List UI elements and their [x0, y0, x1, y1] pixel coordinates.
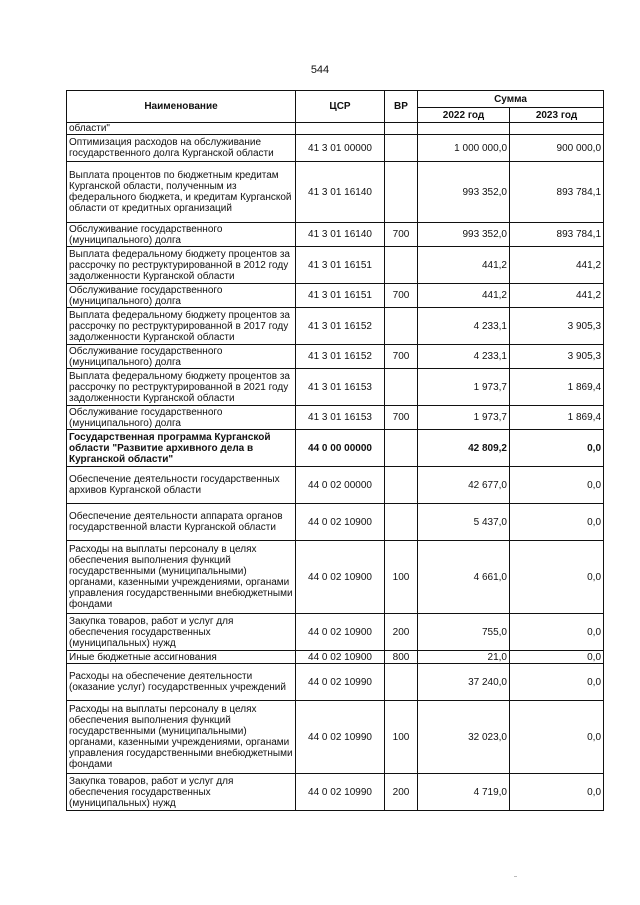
table-row — [67, 135, 604, 162]
row-vr: 700 — [385, 223, 418, 247]
row-name: Выплата федеральному бюджету процентов за рассрочку по реструктурированной в 2021 году задолженности Курганской области — [67, 369, 296, 406]
row-csr: 44 0 02 10900 — [296, 541, 385, 614]
table-row — [67, 369, 604, 406]
row-vr: 700 — [385, 345, 418, 369]
row-amount-2023: 0,0 — [510, 774, 604, 811]
row-amount-2023: 1 869,4 — [510, 369, 604, 406]
row-name: Государственная программа Курганской области "Развитие архивного дела в Курганской области" — [67, 430, 296, 467]
row-vr: 800 — [385, 651, 418, 664]
row-name: Обслуживание государственного (муниципального) долга — [67, 406, 296, 430]
row-amount-2023: 900 000,0 — [510, 135, 604, 162]
row-amount-2023: 441,2 — [510, 284, 604, 308]
row-name: Закупка товаров, работ и услуг для обеспечения государственных (муниципальных) нужд — [67, 774, 296, 811]
row-amount-2022: 441,2 — [418, 247, 510, 284]
row-name: Оптимизация расходов на обслуживание государственного долга Курганской области — [67, 135, 296, 162]
table-row — [67, 162, 604, 223]
row-vr — [385, 664, 418, 701]
row-name: Расходы на обеспечение деятельности (оказание услуг) государственных учреждений — [67, 664, 296, 701]
row-name: Выплата федеральному бюджету процентов за рассрочку по реструктурированной в 2017 году задолженности Курганской области — [67, 308, 296, 345]
row-csr: 44 0 02 10900 — [296, 504, 385, 541]
row-amount-2022: 4 233,1 — [418, 308, 510, 345]
row-name: Обеспечение деятельности государственных архивов Курганской области — [67, 467, 296, 504]
row-name: Обслуживание государственного (муниципального) долга — [67, 345, 296, 369]
row-vr — [385, 247, 418, 284]
row-amount-2022: 993 352,0 — [418, 162, 510, 223]
row-vr — [385, 135, 418, 162]
table-row — [67, 247, 604, 284]
table-row — [67, 701, 604, 774]
row-csr: 41 3 01 16151 — [296, 284, 385, 308]
row-csr: 44 0 02 10990 — [296, 774, 385, 811]
row-vr — [385, 504, 418, 541]
row-name: Обслуживание государственного (муниципального) долга — [67, 284, 296, 308]
row-vr: 200 — [385, 614, 418, 651]
row-name: Выплата процентов по бюджетным кредитам Курганской области, полученным из федерального бюджета, и кредитам Курганской области от кредитных организаций — [67, 162, 296, 223]
row-amount-2022: 37 240,0 — [418, 664, 510, 701]
row-amount-2023: 3 905,3 — [510, 345, 604, 369]
row-vr: 700 — [385, 284, 418, 308]
row-amount-2022: 1 973,7 — [418, 369, 510, 406]
row-amount-2023: 1 869,4 — [510, 406, 604, 430]
row-name: Закупка товаров, работ и услуг для обеспечения государственных (муниципальных) нужд — [67, 614, 296, 651]
table-row — [67, 774, 604, 811]
table-row — [67, 614, 604, 651]
row-amount-2023: 0,0 — [510, 430, 604, 467]
row-amount-2023: 0,0 — [510, 614, 604, 651]
row-vr: 200 — [385, 774, 418, 811]
row-name: Обеспечение деятельности аппарата органов государственной власти Курганской области — [67, 504, 296, 541]
row-csr: 41 3 01 00000 — [296, 135, 385, 162]
row-amount-2022: 1 000 000,0 — [418, 135, 510, 162]
table-row — [67, 541, 604, 614]
page-number: 544 — [310, 64, 330, 76]
table-row — [67, 123, 604, 135]
row-amount-2022: 441,2 — [418, 284, 510, 308]
row-csr: 41 3 01 16153 — [296, 406, 385, 430]
row-amount-2022: 993 352,0 — [418, 223, 510, 247]
row-amount-2023: 0,0 — [510, 467, 604, 504]
row-csr: 44 0 00 00000 — [296, 430, 385, 467]
row-vr: 700 — [385, 406, 418, 430]
row-amount-2022: 5 437,0 — [418, 504, 510, 541]
row-amount-2022: 42 809,2 — [418, 430, 510, 467]
row-vr — [385, 162, 418, 223]
row-csr: 41 3 01 16152 — [296, 345, 385, 369]
table-row — [67, 664, 604, 701]
table-row — [67, 284, 604, 308]
row-csr — [296, 123, 385, 135]
row-amount-2023: 893 784,1 — [510, 223, 604, 247]
row-vr — [385, 308, 418, 345]
row-amount-2022 — [418, 123, 510, 135]
row-name: области" — [67, 123, 296, 135]
row-amount-2023: 0,0 — [510, 664, 604, 701]
scan-artifact — [514, 876, 517, 877]
row-amount-2022: 4 233,1 — [418, 345, 510, 369]
row-name: Обслуживание государственного (муниципального) долга — [67, 223, 296, 247]
row-amount-2023: 441,2 — [510, 247, 604, 284]
row-amount-2022: 42 677,0 — [418, 467, 510, 504]
row-amount-2023: 0,0 — [510, 504, 604, 541]
header-name: Наименование — [67, 91, 296, 123]
row-csr: 44 0 02 10900 — [296, 651, 385, 664]
row-vr: 100 — [385, 701, 418, 774]
row-csr: 41 3 01 16151 — [296, 247, 385, 284]
row-amount-2022: 21,0 — [418, 651, 510, 664]
header-vr: ВР — [385, 91, 418, 123]
row-csr: 44 0 02 10990 — [296, 701, 385, 774]
table-row — [67, 406, 604, 430]
header-sum: Сумма — [418, 91, 604, 108]
row-csr: 44 0 02 10900 — [296, 614, 385, 651]
row-name: Выплата федеральному бюджету процентов за рассрочку по реструктурированной в 2012 году задолженности Курганской области — [67, 247, 296, 284]
row-vr: 100 — [385, 541, 418, 614]
table-row — [67, 308, 604, 345]
row-csr: 41 3 01 16140 — [296, 223, 385, 247]
row-csr: 41 3 01 16152 — [296, 308, 385, 345]
header-year-2023: 2023 год — [510, 108, 604, 123]
row-amount-2022: 32 023,0 — [418, 701, 510, 774]
row-name: Иные бюджетные ассигнования — [67, 651, 296, 664]
table-body — [67, 123, 604, 811]
table-row — [67, 467, 604, 504]
row-amount-2023: 893 784,1 — [510, 162, 604, 223]
header-csr: ЦСР — [296, 91, 385, 123]
row-amount-2022: 4 719,0 — [418, 774, 510, 811]
row-csr: 41 3 01 16153 — [296, 369, 385, 406]
table-row — [67, 651, 604, 664]
row-amount-2023: 0,0 — [510, 541, 604, 614]
row-name: Расходы на выплаты персоналу в целях обеспечения выполнения функций государственными (муниципальными) органами, казенными учреждениями, органами управления государственными внебюджетными фондами — [67, 541, 296, 614]
row-name: Расходы на выплаты персоналу в целях обеспечения выполнения функций государственными (муниципальными) органами, казенными учреждениями, органами управления государственными внебюджетными фондами — [67, 701, 296, 774]
row-amount-2023: 0,0 — [510, 651, 604, 664]
row-vr — [385, 369, 418, 406]
row-amount-2022: 4 661,0 — [418, 541, 510, 614]
table-row — [67, 430, 604, 467]
row-amount-2023: 3 905,3 — [510, 308, 604, 345]
row-csr: 41 3 01 16140 — [296, 162, 385, 223]
table-row — [67, 504, 604, 541]
header-year-2022: 2022 год — [418, 108, 510, 123]
row-amount-2022: 755,0 — [418, 614, 510, 651]
table-row — [67, 345, 604, 369]
row-amount-2023 — [510, 123, 604, 135]
row-vr — [385, 430, 418, 467]
row-vr — [385, 467, 418, 504]
row-csr: 44 0 02 00000 — [296, 467, 385, 504]
row-amount-2022: 1 973,7 — [418, 406, 510, 430]
row-vr — [385, 123, 418, 135]
budget-table — [66, 90, 604, 811]
table-row — [67, 223, 604, 247]
row-csr: 44 0 02 10990 — [296, 664, 385, 701]
row-amount-2023: 0,0 — [510, 701, 604, 774]
